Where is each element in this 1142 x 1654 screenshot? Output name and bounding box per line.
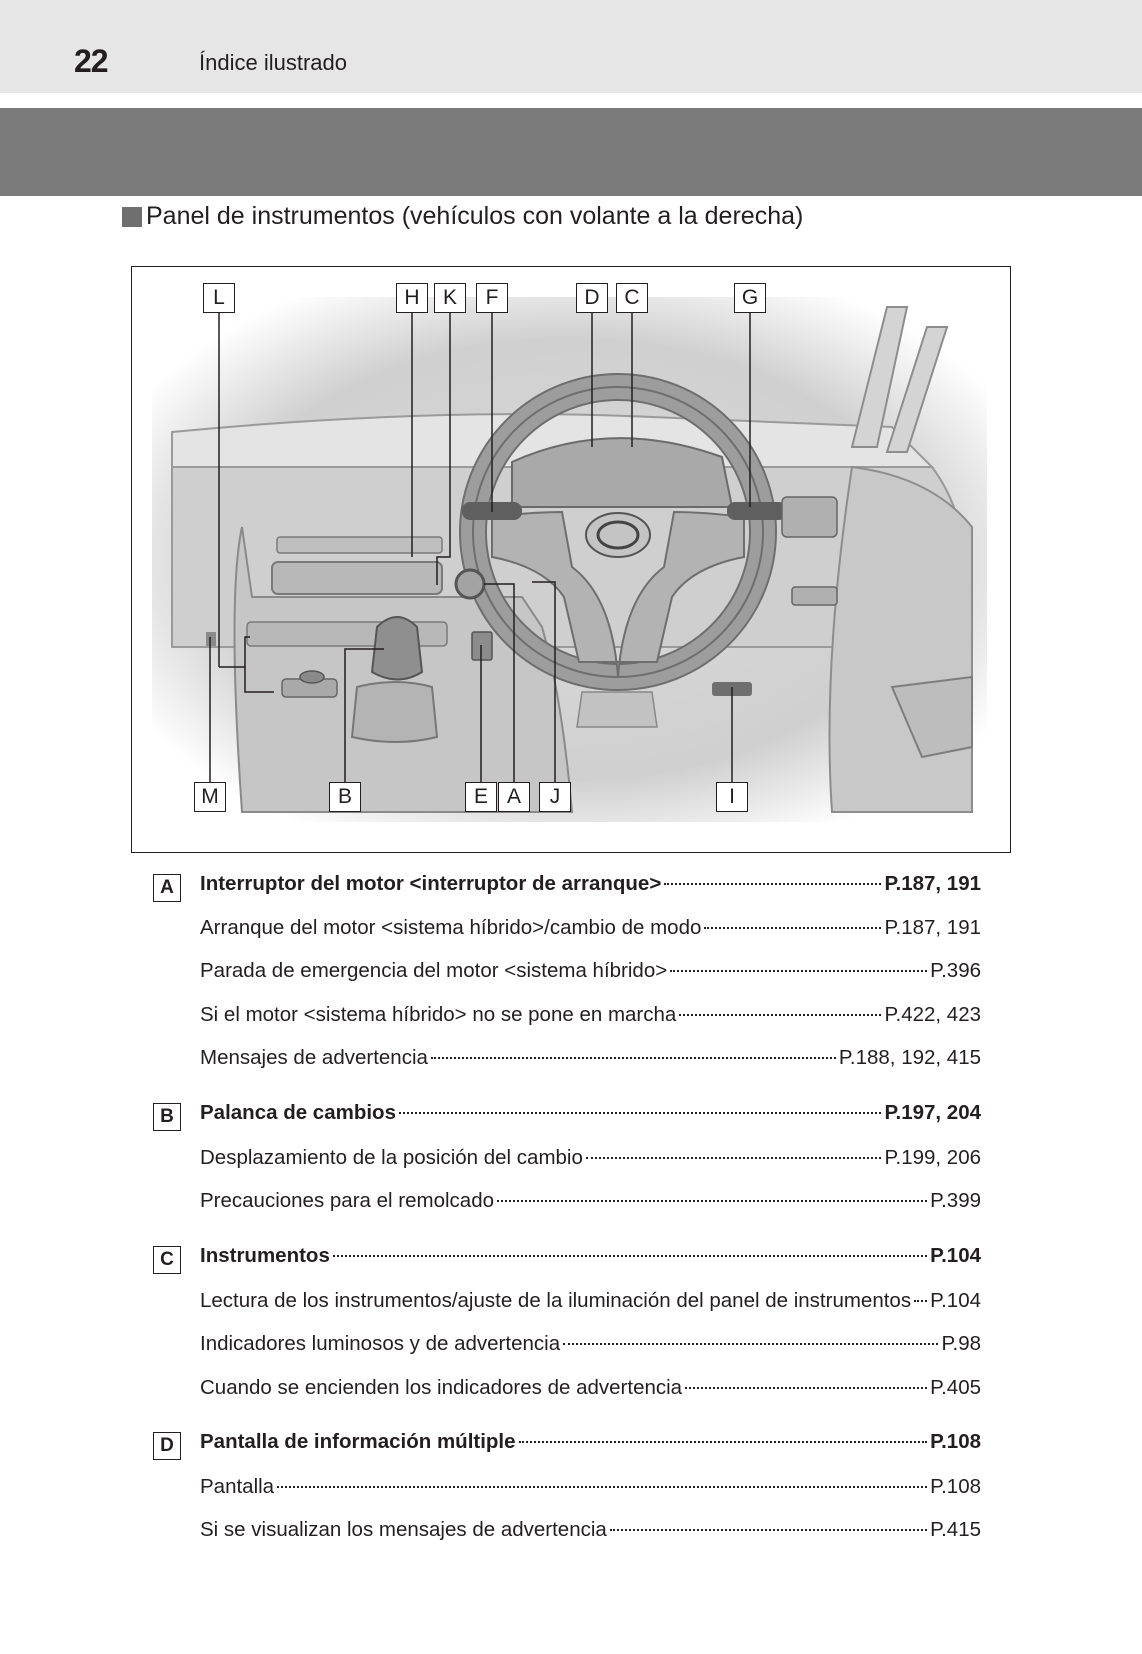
figure-label-h: H [396, 283, 428, 313]
entry-c-sub-2: Indicadores luminosos y de advertencia P.98 [200, 1332, 981, 1355]
header-bar [0, 0, 1142, 93]
dashboard-drawing [132, 267, 1010, 852]
section-title-text: Panel de instrumentos (vehículos con volante a la derecha) [146, 202, 804, 230]
section-title [122, 202, 803, 231]
figure-label-j: J [539, 782, 571, 812]
entry-d-title-row: Pantalla de información múltiple P.108 [200, 1430, 981, 1453]
dashboard-illustration [131, 266, 1011, 853]
entry-badge-a: A [153, 874, 181, 902]
entry-c-title-row: Instrumentos P.104 [200, 1244, 981, 1267]
entry-a-sub-2: Parada de emergencia del motor <sistema híbrido> P.396 [200, 959, 981, 982]
entry-title: Interruptor del motor <interruptor de arranque> [200, 872, 662, 895]
figure-label-i: I [716, 782, 748, 812]
entry-b-sub-2: Precauciones para el remolcado P.399 [200, 1189, 981, 1212]
figure-label-m: M [194, 782, 226, 812]
entry-a-sub-3: Si el motor <sistema híbrido> no se pone en marcha P.422, 423 [200, 1003, 981, 1026]
entry-badge-b: B [153, 1103, 181, 1131]
square-bullet-icon [122, 207, 142, 227]
entry-a-sub-4: Mensajes de advertencia P.188, 192, 415 [200, 1046, 981, 1069]
entry-c-sub-1: Lectura de los instrumentos/ajuste de la iluminación del panel de instrumentos P.104 [200, 1289, 981, 1312]
figure-label-l: L [203, 283, 235, 313]
entry-badge-d: D [153, 1432, 181, 1460]
figure-label-k: K [434, 283, 466, 313]
entry-a-title-row [200, 872, 981, 896]
figure-label-f: F [476, 283, 508, 313]
running-head: Índice ilustrado [199, 50, 347, 75]
entry-badge-c: C [153, 1246, 181, 1274]
figure-label-g: G [734, 283, 766, 313]
figure-label-d: D [576, 283, 608, 313]
figure-label-b: B [329, 782, 361, 812]
figure-label-c: C [616, 283, 648, 313]
figure-label-a: A [498, 782, 530, 812]
entry-a-sub-1: Arranque del motor <sistema híbrido>/cambio de modo P.187, 191 [200, 916, 981, 939]
figure-label-e: E [465, 782, 497, 812]
entry-b-title-row: Palanca de cambios P.197, 204 [200, 1101, 981, 1124]
entry-d-sub-1: Pantalla P.108 [200, 1475, 981, 1498]
entry-b-sub-1: Desplazamiento de la posición del cambio P.199, 206 [200, 1146, 981, 1169]
section-banner [0, 108, 1142, 196]
page-number: 22 [74, 43, 108, 79]
entry-c-sub-3: Cuando se encienden los indicadores de advertencia P.405 [200, 1376, 981, 1399]
entry-page: P.187, 191 [884, 872, 981, 895]
entry-d-sub-2: Si se visualizan los mensajes de advertencia P.415 [200, 1518, 981, 1541]
